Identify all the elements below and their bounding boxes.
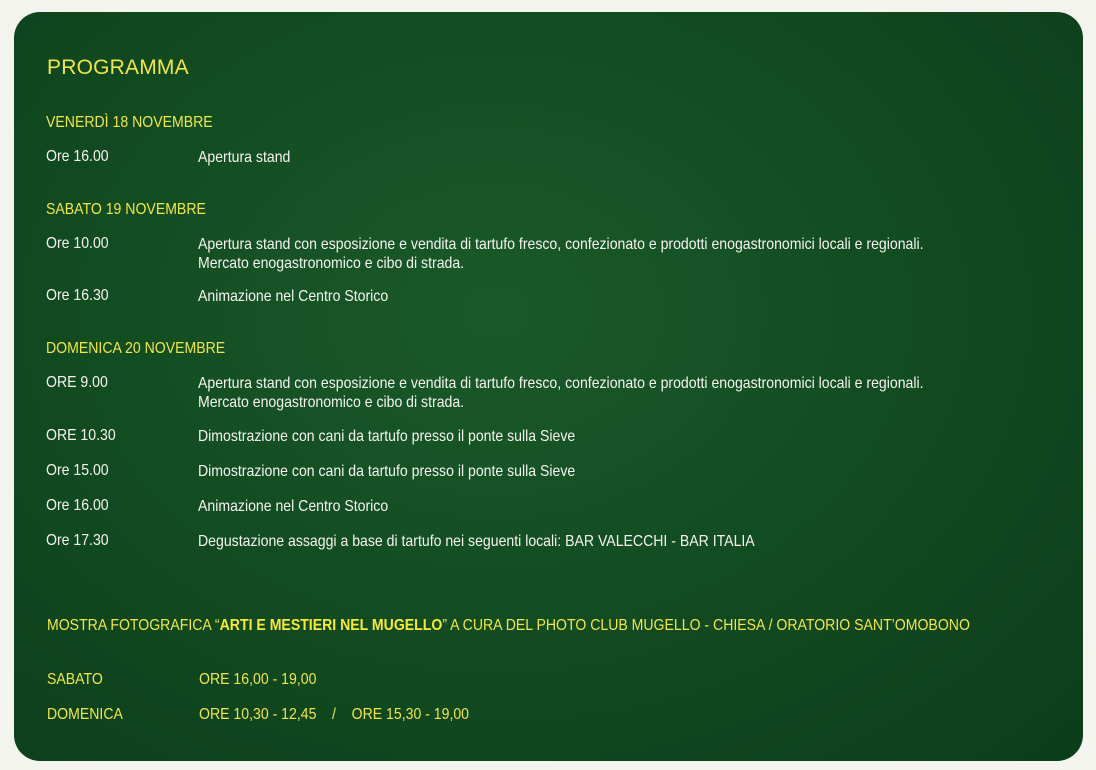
event-description: Apertura stand: [198, 149, 291, 166]
event-time: Ore 16.00: [46, 148, 109, 165]
event-time: Ore 10.00: [46, 235, 109, 252]
hours-times-sunday: ORE 10,30 - 12,45 / ORE 15,30 - 19,00: [199, 706, 470, 723]
program-card: [14, 12, 1083, 761]
event-description: Degustazione assaggi a base di tartufo nei seguenti locali: BAR VALECCHI - BAR ITALIA: [198, 533, 755, 550]
event-description: Animazione nel Centro Storico: [198, 498, 389, 515]
day-heading-friday: VENERDÌ 18 NOVEMBRE: [46, 114, 213, 131]
event-time: ORE 10.30: [46, 427, 116, 444]
event-time: Ore 16.00: [46, 497, 109, 514]
hours-day-saturday: SABATO: [47, 671, 103, 688]
exhibition-suffix: ” A CURA DEL PHOTO CLUB MUGELLO - CHIESA / ORATORIO SANT’OMOBONO: [442, 617, 970, 634]
event-description: Apertura stand con esposizione e vendita di tartufo fresco, confezionato e prodotti enogastronomici locali e regionali.: [198, 236, 924, 253]
exhibition-name: ARTI E MESTIERI NEL MUGELLO: [219, 617, 443, 634]
page-title: PROGRAMMA: [47, 56, 189, 79]
event-description-line2: Mercato enogastronomico e cibo di strada.: [198, 255, 465, 272]
day-heading-saturday: SABATO 19 NOVEMBRE: [46, 201, 206, 218]
exhibition-prefix: MOSTRA FOTOGRAFICA “: [47, 617, 220, 634]
event-description: Animazione nel Centro Storico: [198, 288, 389, 305]
event-description: Dimostrazione con cani da tartufo presso il ponte sulla Sieve: [198, 428, 576, 445]
event-time: Ore 15.00: [46, 462, 109, 479]
event-description-line2: Mercato enogastronomico e cibo di strada.: [198, 394, 465, 411]
hours-day-sunday: DOMENICA: [47, 706, 123, 723]
event-time: Ore 17.30: [46, 532, 109, 549]
day-heading-sunday: DOMENICA 20 NOVEMBRE: [46, 340, 226, 357]
event-time: Ore 16.30: [46, 287, 109, 304]
exhibition-line: [47, 617, 970, 635]
event-time: ORE 9.00: [46, 374, 108, 391]
event-description: Apertura stand con esposizione e vendita di tartufo fresco, confezionato e prodotti enogastronomici locali e regionali.: [198, 375, 924, 392]
hours-times-saturday: ORE 16,00 - 19,00: [199, 671, 317, 688]
event-description: Dimostrazione con cani da tartufo presso il ponte sulla Sieve: [198, 463, 576, 480]
